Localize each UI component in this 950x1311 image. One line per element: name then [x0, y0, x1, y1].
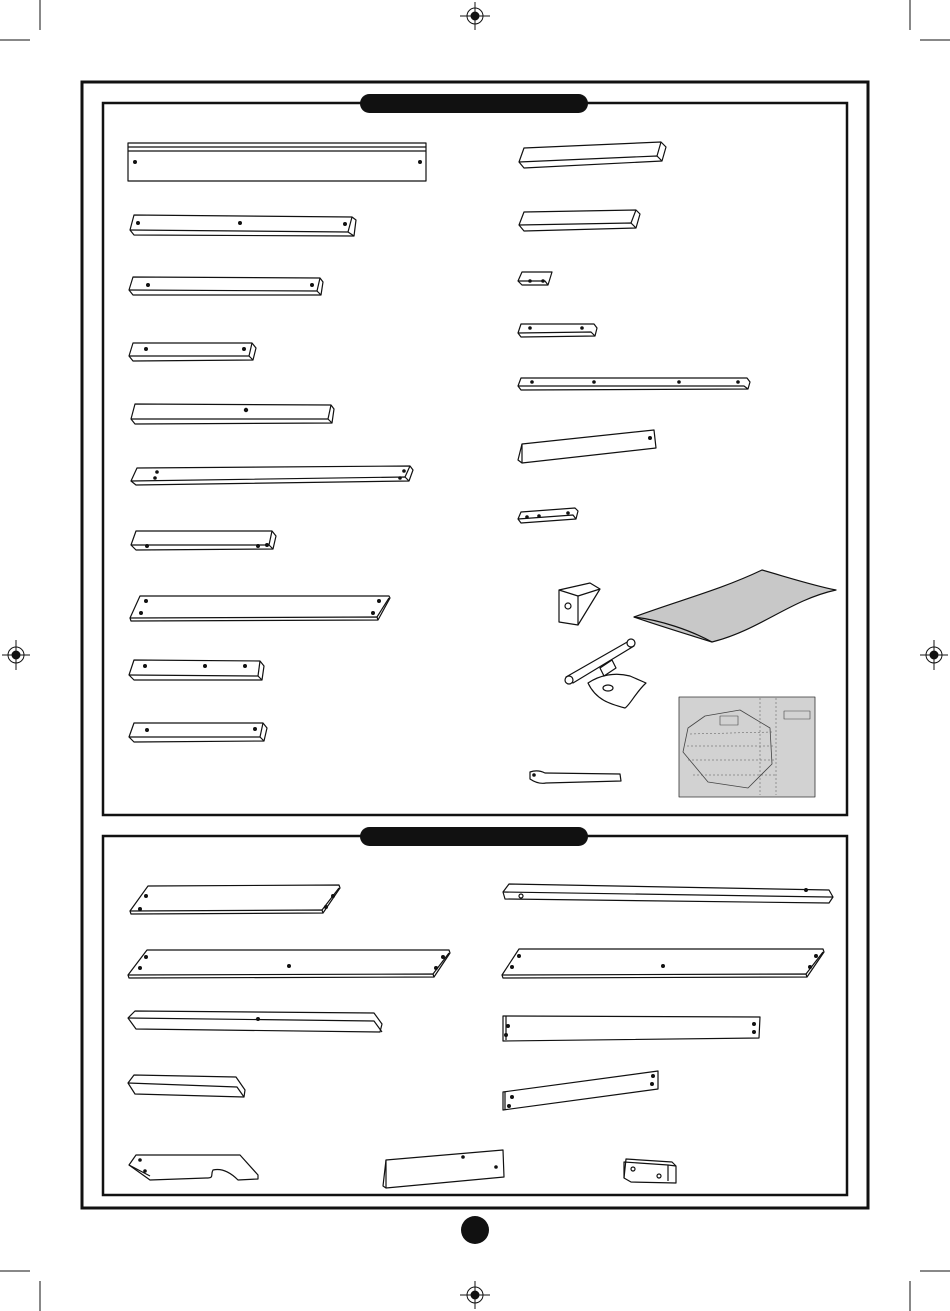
part-beam-8 [518, 324, 597, 337]
lower-section-header-pill [360, 827, 588, 846]
part-long-board-1 [503, 884, 833, 903]
part-beam-4 [131, 404, 334, 424]
part-slat-2 [128, 950, 450, 978]
swing-hanger-icon [565, 639, 646, 708]
shade-canopy-icon [634, 570, 836, 642]
part-block-end [624, 1159, 676, 1183]
part-beam-2 [129, 277, 323, 295]
part-seat-board [129, 1155, 258, 1180]
mounting-bracket-icon [559, 583, 600, 625]
part-post-1 [519, 142, 666, 168]
part-long-rail [131, 466, 413, 485]
page-number [461, 1216, 489, 1244]
upper-section-header-pill [360, 94, 588, 113]
part-slat-5 [383, 1150, 504, 1188]
part-slat-1 [130, 885, 340, 914]
strap-icon [530, 771, 621, 783]
part-block-small [518, 272, 552, 285]
part-post-3 [518, 430, 656, 463]
part-plank [130, 596, 390, 621]
part-long-board-2 [502, 949, 824, 978]
part-post-2 [519, 210, 640, 231]
part-slat-3 [128, 1011, 382, 1032]
part-slat-4 [128, 1075, 245, 1097]
outer-frame [82, 82, 868, 1208]
part-beam-6 [129, 660, 264, 680]
part-beam-3 [129, 343, 256, 361]
part-beam-7 [129, 723, 267, 742]
part-beam-5 [131, 531, 276, 550]
part-beam-1 [130, 215, 356, 236]
part-beam-9 [518, 508, 578, 523]
part-board-wide [128, 143, 426, 181]
part-long-rail-2 [518, 378, 750, 390]
part-panel-board [503, 1016, 760, 1041]
decal-sheet-icon [679, 697, 815, 797]
part-angled-board [503, 1071, 658, 1110]
